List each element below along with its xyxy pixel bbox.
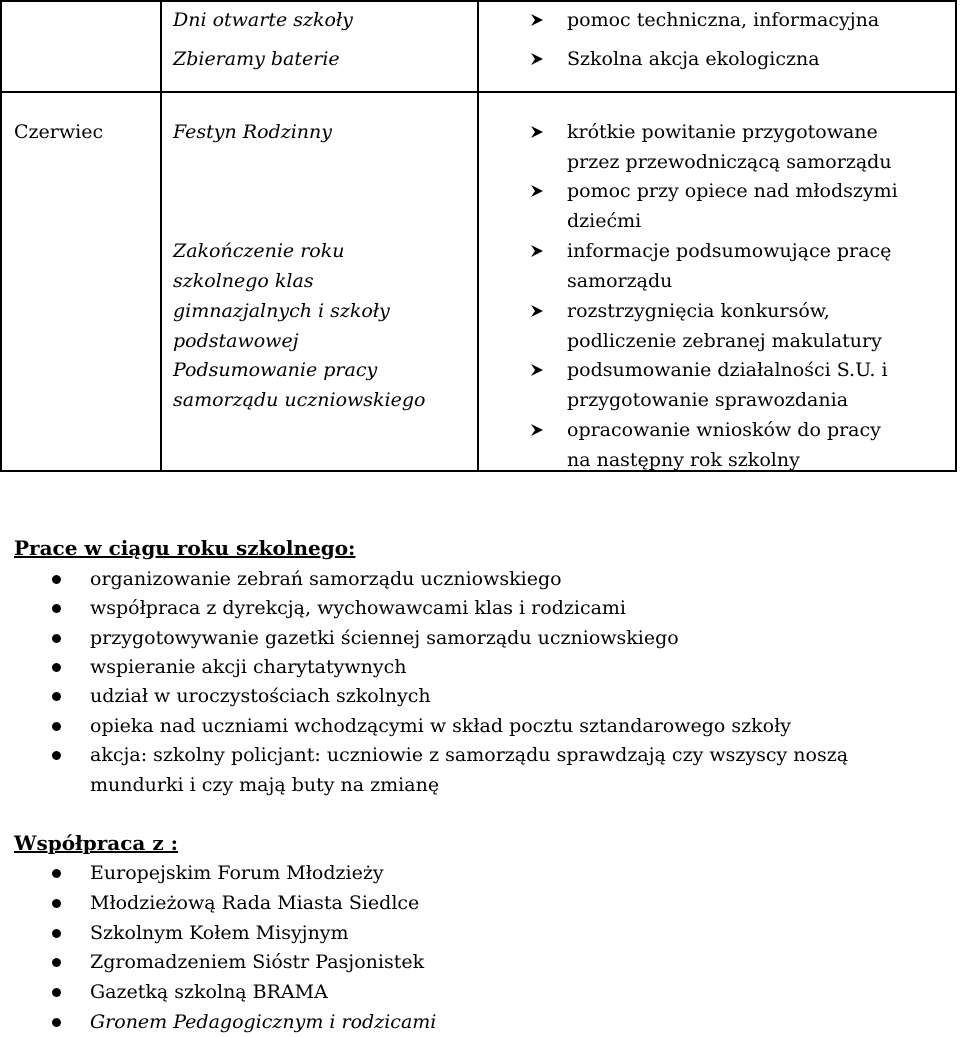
activity-cell: podsumowanie działalności S.U. i: [567, 359, 888, 381]
activity-cell: podliczenie zebranej makulatury: [567, 330, 882, 352]
bullet-icon: [52, 869, 61, 878]
activity-cell: informacje podsumowujące pracę: [567, 240, 892, 262]
bullet-icon: [52, 722, 61, 731]
list-item-continuation: mundurki i czy mają buty na zmianę: [90, 774, 440, 796]
table-column-divider: [160, 2, 162, 470]
activity-cell: rozstrzygnięcia konkursów,: [567, 300, 830, 322]
list-item: Gronem Pedagogicznym i rodzicami: [90, 1011, 437, 1033]
activity-cell: przygotowanie sprawozdania: [567, 389, 849, 411]
activity-cell: samorządu: [567, 270, 673, 292]
activity-cell: krótkie powitanie przygotowane: [567, 121, 878, 143]
section-heading: Prace w ciągu roku szkolnego:: [14, 536, 356, 560]
arrow-bullet-icon: [530, 363, 544, 377]
event-cell: Festyn Rodzinny: [173, 121, 332, 143]
bullet-icon: [52, 604, 61, 613]
list-item: Szkolnym Kołem Misyjnym: [90, 922, 349, 944]
bullet-icon: [52, 1018, 61, 1027]
activity-cell: pomoc techniczna, informacyjna: [567, 9, 880, 31]
list-item: akcja: szkolny policjant: uczniowie z samorządu sprawdzają czy wszyscy noszą: [90, 744, 849, 766]
bullet-icon: [52, 988, 61, 997]
arrow-bullet-icon: [530, 423, 544, 437]
table-row-divider: [2, 91, 955, 93]
list-item: Młodzieżową Rada Miasta Siedlce: [90, 892, 420, 914]
list-item: organizowanie zebrań samorządu uczniowskiego: [90, 568, 562, 590]
list-item: wspieranie akcji charytatywnych: [90, 656, 407, 678]
list-item: współpraca z dyrekcją, wychowawcami klas i rodzicami: [90, 597, 627, 619]
event-cell: samorządu uczniowskiego: [173, 389, 426, 411]
section-heading: Współpraca z :: [14, 831, 179, 855]
activity-cell: Szkolna akcja ekologiczna: [567, 48, 820, 70]
event-cell: Dni otwarte szkoły: [173, 9, 353, 31]
event-cell: Podsumowanie pracy: [173, 359, 378, 381]
month-cell: Czerwiec: [14, 121, 104, 143]
activity-cell: pomoc przy opiece nad młodszymi: [567, 180, 898, 202]
bullet-icon: [52, 692, 61, 701]
activity-cell: dziećmi: [567, 210, 642, 232]
arrow-bullet-icon: [530, 125, 544, 139]
arrow-bullet-icon: [530, 52, 544, 66]
arrow-bullet-icon: [530, 244, 544, 258]
bullet-icon: [52, 751, 61, 760]
bullet-icon: [52, 958, 61, 967]
event-cell: Zbieramy baterie: [173, 48, 340, 70]
activity-cell: przez przewodniczącą samorządu: [567, 151, 892, 173]
activity-cell: opracowanie wniosków do pracy: [567, 419, 881, 441]
event-cell: Zakończenie roku: [173, 240, 345, 262]
event-cell: gimnazjalnych i szkoły: [173, 300, 390, 322]
event-cell: szkolnego klas: [173, 270, 314, 292]
arrow-bullet-icon: [530, 304, 544, 318]
bullet-icon: [52, 899, 61, 908]
table-column-divider: [477, 2, 479, 470]
list-item: przygotowywanie gazetki ściennej samorządu uczniowskiego: [90, 627, 679, 649]
bullet-icon: [52, 929, 61, 938]
list-item: Zgromadzeniem Sióstr Pasjonistek: [90, 951, 425, 973]
bullet-icon: [52, 634, 61, 643]
list-item: Europejskim Forum Młodzieży: [90, 862, 384, 884]
list-item: Gazetką szkolną BRAMA: [90, 981, 328, 1003]
arrow-bullet-icon: [530, 184, 544, 198]
bullet-icon: [52, 575, 61, 584]
list-item: opieka nad uczniami wchodzącymi w skład pocztu sztandarowego szkoły: [90, 715, 791, 737]
bullet-icon: [52, 663, 61, 672]
arrow-bullet-icon: [530, 13, 544, 27]
event-cell: podstawowej: [173, 330, 299, 352]
list-item: udział w uroczystościach szkolnych: [90, 685, 431, 707]
activity-cell: na następny rok szkolny: [567, 449, 800, 471]
